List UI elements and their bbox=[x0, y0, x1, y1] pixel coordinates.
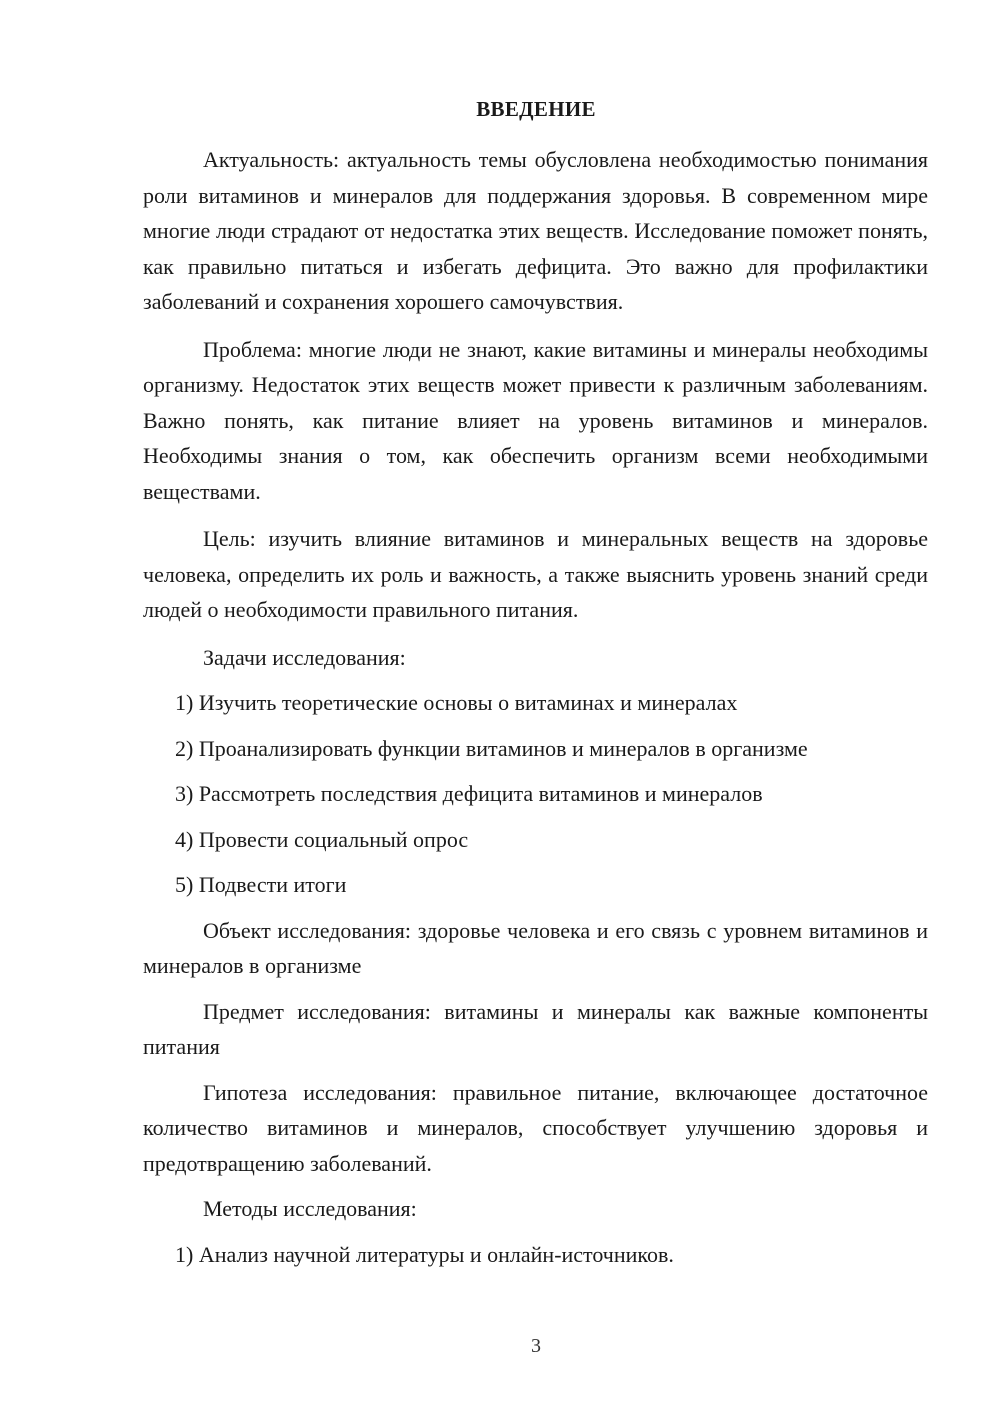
paragraph-hypothesis: Гипотеза исследования: правильное питание, включающее достаточное количество витаминов и минералов, способствует улучшению здоровья и предотвращению заболеваний. bbox=[143, 1079, 928, 1176]
task-item: 3) Рассмотреть последствия дефицита витаминов и минералов bbox=[175, 781, 763, 806]
paragraph-subject: Предмет исследования: витамины и минералы как важные компоненты питания bbox=[143, 998, 928, 1059]
methods-list bbox=[143, 1237, 928, 1273]
method-item: 1) Анализ научной литературы и онлайн-источников. bbox=[175, 1241, 674, 1267]
paragraph-object: Объект исследования: здоровье человека и его связь с уровнем витаминов и минералов в организме bbox=[143, 917, 928, 978]
page-number: 3 bbox=[531, 1335, 541, 1357]
paragraph-goal: Цель: изучить влияние витаминов и минеральных веществ на здоровье человека, определить их роль и важность, а также выяснить уровень знаний среди людей о необходимости правильного питания. bbox=[143, 526, 928, 622]
tasks-list bbox=[143, 685, 928, 903]
paragraph-relevance: Актуальность: актуальность темы обусловлена необходимостью понимания роли витаминов и минералов для поддержания здоровья. В современном мире многие люди страдают от недостатка этих веществ. Исследование поможет понять, как правильно питаться и избегать дефицита. Это важно для профилактики заболеваний и сохранения хорошего самочувствия. bbox=[143, 147, 928, 314]
document-body bbox=[143, 142, 928, 1282]
page-title: ВВЕДЕНИЕ bbox=[476, 97, 596, 121]
paragraph-problem: Проблема: многие люди не знают, какие витамины и минералы необходимы организму. Недостаток этих веществ может привести к различным заболеваниям. Важно понять, как питание влияет на уровень витаминов и минералов. Необходимы знания о том, как обеспечить организм всеми необходимыми веществами. bbox=[143, 336, 928, 504]
task-item: 4) Провести социальный опрос bbox=[175, 826, 469, 852]
task-item: 2) Проанализировать функции витаминов и минералов в организме bbox=[175, 735, 808, 761]
methods-heading: Методы исследования: bbox=[203, 1196, 417, 1221]
task-item: 1) Изучить теоретические основы о витаминах и минералах bbox=[175, 690, 738, 715]
tasks-heading: Задачи исследования: bbox=[203, 644, 406, 670]
task-item: 5) Подвести итоги bbox=[175, 872, 347, 897]
